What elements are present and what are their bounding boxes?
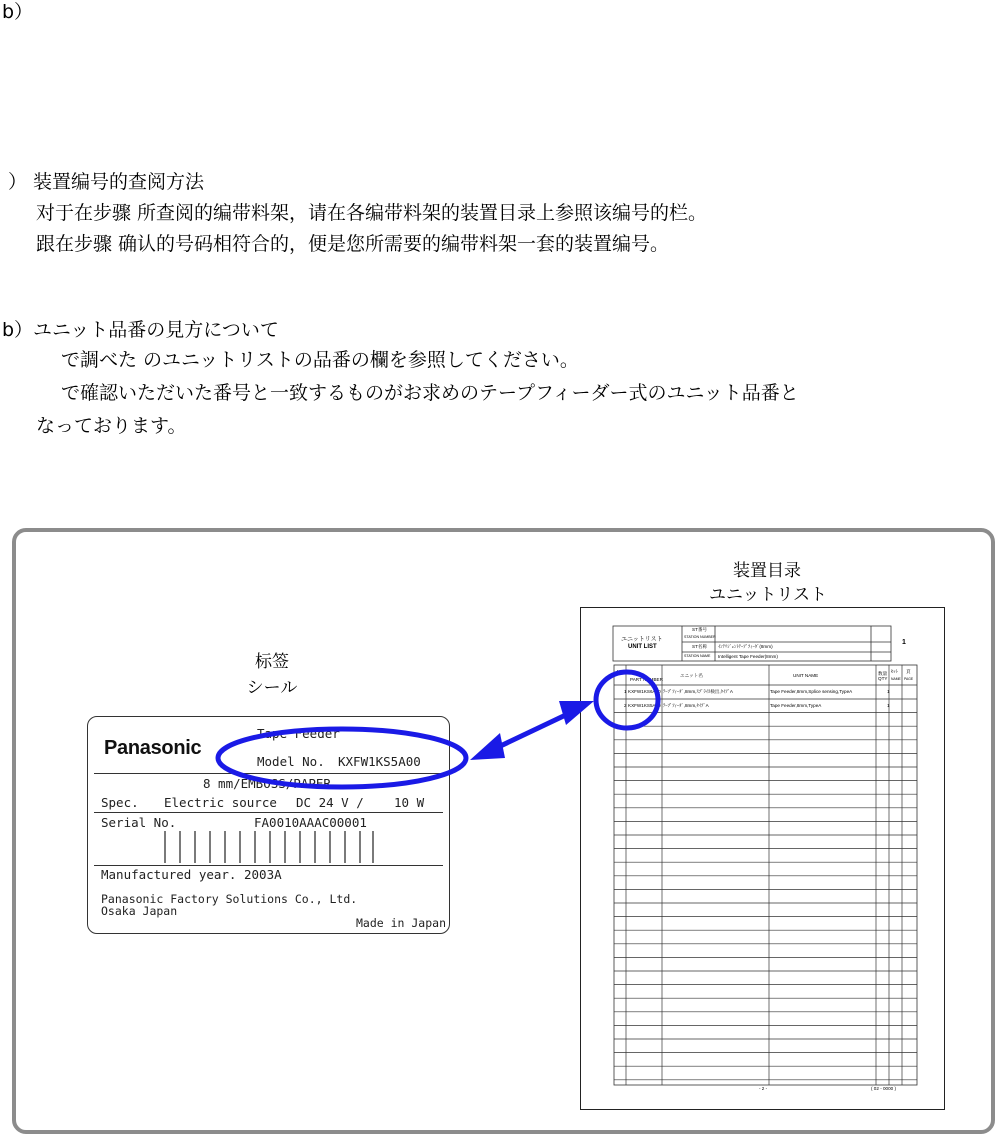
unit-list-title-jp: ユニットリスト (621, 637, 663, 643)
serial-barcode (162, 831, 376, 865)
nameplate-label (87, 716, 450, 934)
column-header-set-sub: NAME (891, 677, 901, 681)
station-name-value-jp: ｲﾝﾃﾘｼﾞｪﾝﾄﾃｰﾌﾟﾌｨｰﾀﾞ(8mm) (718, 644, 773, 649)
label-caption-jp: シール (246, 678, 298, 698)
unit-list-caption-jp: ユニットリスト (709, 585, 827, 605)
unit-list-table-grid (581, 608, 944, 1109)
station-number-jp: ST番号 (692, 627, 708, 632)
serial-value: FA0010AAAC00001 (254, 815, 367, 830)
row-part-number: KXFW1KS5A00 (628, 703, 661, 708)
company-city: Osaka Japan (101, 904, 178, 918)
station-name-jp: ST名称 (692, 644, 708, 649)
product-name: Tape Feeder (257, 726, 340, 741)
row-unit-name-en: Tape Feeder,8mm,Splice sensing,TypeA (770, 689, 853, 694)
column-header-page: 頁 (906, 669, 911, 674)
row-no: 2 (624, 703, 627, 708)
unit-list-title-en: UNIT LIST (628, 644, 657, 650)
paragraph-line: で調べた のユニットリストの品番の欄を参照してください。 (61, 349, 579, 371)
column-header-set: ｾｯﾄ (891, 669, 898, 674)
unit-list-page-number: 1 (902, 639, 906, 646)
station-name-value-en: Intelligent Tape Feeder(8mm) (718, 654, 778, 659)
company-name: Panasonic Factory Solutions Co., Ltd. (101, 892, 358, 906)
serial-label: Serial No. (101, 815, 177, 830)
row-unit-name-jp: ﾃｰﾌﾟﾌｨｰﾀﾞ,8mm,ｽﾌﾟﾗｲｽ検出,ﾀｲﾌﾟA (663, 689, 733, 694)
model-value: KXFW1KS5A00 (338, 754, 421, 769)
station-name-en: STATION NAME (684, 654, 711, 658)
manufactured-year: Manufactured year. 2003A (101, 867, 282, 882)
paragraph-line: 跟在步骤 确认的号码相符合的，便是您所需要的编带料架一套的装置编号。 (36, 233, 670, 255)
section-heading-jp: b）ユニット品番の見方について (2, 319, 279, 341)
label-caption-cn: 标签 (255, 652, 289, 672)
column-header-qty: 数量 QTY (878, 671, 888, 681)
size-spec: 8 mm/EMBOSS/PAPER (203, 776, 331, 791)
power-value: 10 W (394, 795, 425, 810)
station-number-en: STATION NUMBER (684, 635, 716, 639)
column-header-page-sub: PAGE (904, 677, 914, 681)
unit-list-sheet (580, 607, 945, 1110)
brand-logo: Panasonic (104, 737, 202, 759)
column-header-unit-name-jp: ユニット名 (680, 673, 703, 678)
row-unit-name-jp: ﾃｰﾌﾟﾌｨｰﾀﾞ,8mm,ﾀｲﾌﾟA (663, 703, 709, 708)
paragraph-line: で確認いただいた番号と一致するものがお求めのテープフィーダー式のユニット品番と (61, 382, 799, 404)
section-heading-cn: ） 装置编号的查阅方法 (8, 171, 205, 193)
unit-list-caption-cn: 装置目录 (733, 561, 801, 581)
paragraph-line: 对于在步骤 所查阅的编带料架，请在各编带料架的装置目录上参照该编号的栏。 (36, 202, 708, 224)
model-label: Model No. (257, 754, 325, 769)
unit-list-footer-page: - 2 - (759, 1086, 768, 1091)
column-header-no: NO. (617, 669, 626, 674)
spec-label: Spec. (101, 795, 139, 810)
divider (94, 773, 443, 774)
row-qty: 1 (887, 703, 890, 708)
row-part-number: KXFW1KS6A00 (628, 689, 661, 694)
row-no: 1 (624, 689, 627, 694)
electric-source-value: DC 24 V / (296, 795, 364, 810)
made-in: Made in Japan (356, 916, 447, 930)
divider (94, 812, 443, 813)
electric-source-label: Electric source (164, 795, 277, 810)
paragraph-line: なっております。 (36, 415, 187, 437)
column-header-unit-name-en: UNIT NAME (793, 673, 819, 678)
section-marker: b） (2, 1, 34, 23)
row-qty: 1 (887, 689, 890, 694)
row-unit-name-en: Tape Feeder,8mm,TypeA (770, 703, 822, 708)
divider (94, 865, 443, 866)
column-header-part-number: PART NUMBER (630, 677, 663, 682)
unit-list-footer-code: ( 02 - 0000 ) (871, 1086, 897, 1091)
